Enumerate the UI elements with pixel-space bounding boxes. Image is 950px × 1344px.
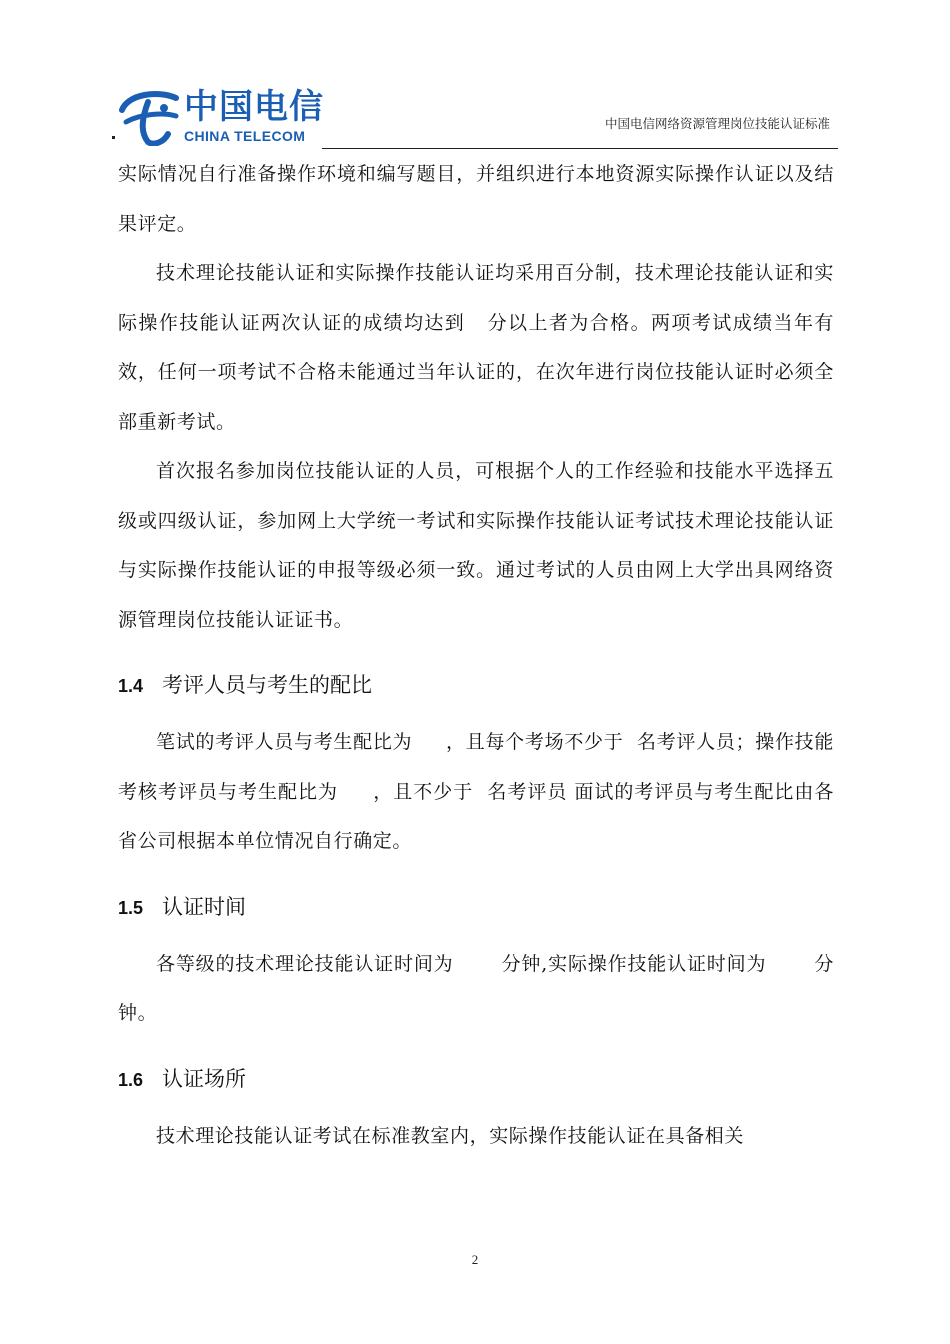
header-title: 中国电信网络资源管理岗位技能认证标准 [604,116,830,131]
section-number: 1.6 [118,1069,144,1090]
telecom-logo-icon [118,88,180,146]
china-telecom-logo [118,84,328,150]
page-number: 2 [471,1252,479,1267]
logo-english-text: CHINA TELECOM [184,128,306,144]
paragraph-grading: 技术理论技能认证和实际操作技能认证均采用百分制，技术理论技能认证和实际操作技能认证两次认证的成绩均达到 分以上者为合格。两项考试成绩当年有效，任何一项考试不合格未能通过当年认证的，在次年进行岗位技能认证时必须全部重新考试。 [118,262,834,433]
header-dot [112,136,115,139]
section-heading-1-5 [118,887,834,928]
section-title: 考评人员与考生的配比 [162,673,372,697]
paragraph-exam-venue: 技术理论技能认证考试在标准教室内，实际操作技能认证在具备相关 [156,1124,745,1147]
section-number: 1.4 [118,676,144,696]
page-header [112,84,838,150]
paragraph-registration: 首次报名参加岗位技能认证的人员，可根据个人的工作经验和技能水平选择五级或四级认证，参加网上大学统一考试和实际操作技能认证考试技术理论技能认证与实际操作技能认证的申报等级必须一致。通过考试的人员由网上大学出具网络资源管理岗位技能认证证书。 [118,460,834,631]
logo-chinese-text: 中国电信 [184,87,324,127]
section-number: 1.5 [118,897,144,918]
paragraph-continued: 实际情况自行准备操作环境和编写题目，并组织进行本地资源实际操作认证以及结果评定。 [118,163,834,235]
section-heading-1-4 [118,665,834,706]
paragraph-exam-time: 各等级的技术理论技能认证时间为 分钟,实际操作技能认证时间为 分钟。 [118,952,834,1024]
paragraph-examiner-ratio: 笔试的考评人员与考生配比为 ，且每个考场不少于 名考评人员；操作技能考核考评员与考生配比为 ，且不少于 名考评员 面试的考评员与考生配比由各省公司根据本单位情况自行确定。 [118,731,834,852]
section-heading-1-6 [118,1059,834,1100]
section-title: 认证时间 [162,894,246,919]
document-body [118,150,834,1161]
section-title: 认证场所 [162,1066,246,1091]
header-divider [322,148,838,149]
